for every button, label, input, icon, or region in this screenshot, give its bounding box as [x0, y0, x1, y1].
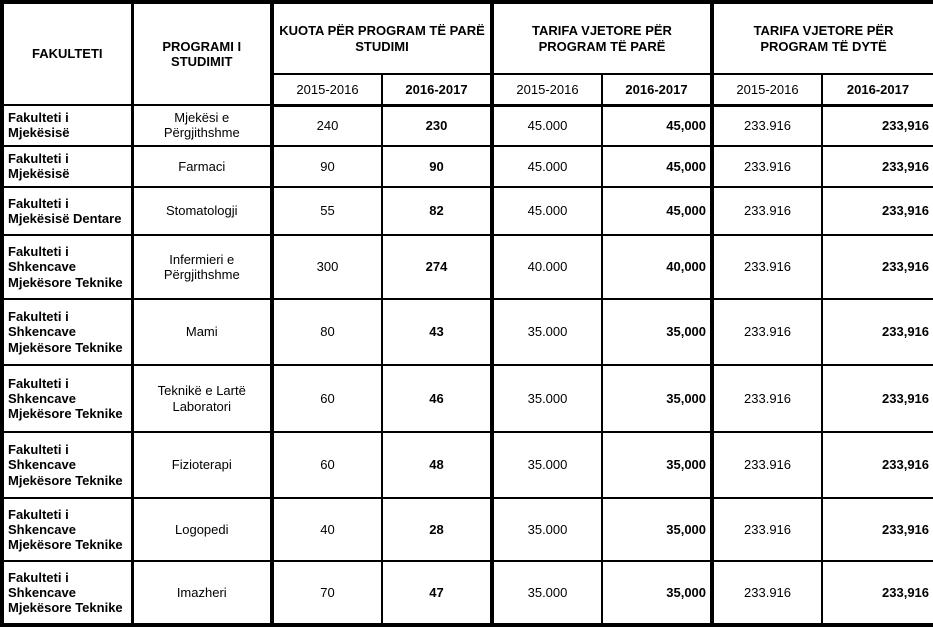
cell-programi: Mjekësi e Përgjithshme: [132, 105, 272, 146]
header-tarifa-dyte-year-2015: 2015-2016: [712, 74, 822, 105]
cell-programi: Infermieri e Përgjithshme: [132, 235, 272, 299]
cell-kuota-2015: 55: [272, 187, 382, 235]
cell-tarifa-pare-2015: 35.000: [492, 299, 602, 365]
cell-tarifa-pare-2016: 35,000: [602, 498, 712, 561]
cell-tarifa-dyte-2015: 233.916: [712, 498, 822, 561]
cell-tarifa-dyte-2016: 233,916: [822, 235, 933, 299]
cell-tarifa-pare-2016: 35,000: [602, 432, 712, 498]
cell-kuota-2015: 240: [272, 105, 382, 146]
cell-kuota-2015: 60: [272, 365, 382, 432]
cell-fakulteti: Fakulteti i Mjekësisë: [2, 146, 132, 187]
header-programi: PROGRAMI I STUDIMIT: [132, 2, 272, 105]
header-tarifa-pare-group: TARIFA VJETORE PËR PROGRAM TË PARË: [492, 2, 712, 74]
cell-kuota-2015: 60: [272, 432, 382, 498]
cell-tarifa-dyte-2015: 233.916: [712, 187, 822, 235]
table-row: [2, 299, 933, 365]
table-row: [2, 146, 933, 187]
header-fakulteti: FAKULTETI: [2, 2, 132, 105]
cell-tarifa-pare-2015: 45.000: [492, 146, 602, 187]
cell-programi: Farmaci: [132, 146, 272, 187]
header-tarifa-pare-year-2015: 2015-2016: [492, 74, 602, 105]
cell-fakulteti: Fakulteti i Mjekësisë Dentare: [2, 187, 132, 235]
cell-programi: Mami: [132, 299, 272, 365]
header-kuota-year-2016: 2016-2017: [382, 74, 492, 105]
cell-kuota-2016: 46: [382, 365, 492, 432]
cell-kuota-2015: 70: [272, 561, 382, 625]
cell-tarifa-dyte-2016: 233,916: [822, 187, 933, 235]
cell-fakulteti: Fakulteti i Mjekësisë: [2, 105, 132, 146]
table-row: [2, 235, 933, 299]
cell-kuota-2016: 48: [382, 432, 492, 498]
cell-tarifa-pare-2015: 40.000: [492, 235, 602, 299]
table-row: [2, 498, 933, 561]
table-row: [2, 561, 933, 625]
cell-tarifa-pare-2015: 35.000: [492, 365, 602, 432]
cell-programi: Logopedi: [132, 498, 272, 561]
cell-tarifa-dyte-2016: 233,916: [822, 561, 933, 625]
cell-tarifa-pare-2015: 45.000: [492, 105, 602, 146]
cell-kuota-2015: 90: [272, 146, 382, 187]
cell-tarifa-dyte-2016: 233,916: [822, 432, 933, 498]
cell-tarifa-pare-2016: 45,000: [602, 187, 712, 235]
cell-tarifa-pare-2016: 35,000: [602, 299, 712, 365]
cell-tarifa-dyte-2016: 233,916: [822, 299, 933, 365]
cell-kuota-2016: 230: [382, 105, 492, 146]
cell-kuota-2016: 274: [382, 235, 492, 299]
cell-tarifa-dyte-2015: 233.916: [712, 561, 822, 625]
cell-programi: Fizioterapi: [132, 432, 272, 498]
cell-tarifa-pare-2015: 35.000: [492, 432, 602, 498]
cell-tarifa-pare-2016: 45,000: [602, 146, 712, 187]
cell-tarifa-pare-2015: 35.000: [492, 561, 602, 625]
cell-kuota-2016: 43: [382, 299, 492, 365]
cell-kuota-2016: 47: [382, 561, 492, 625]
cell-tarifa-dyte-2015: 233.916: [712, 235, 822, 299]
cell-tarifa-dyte-2016: 233,916: [822, 146, 933, 187]
cell-tarifa-pare-2016: 35,000: [602, 365, 712, 432]
cell-programi: Imazheri: [132, 561, 272, 625]
table-row: [2, 365, 933, 432]
cell-fakulteti: Fakulteti i Shkencave Mjekësore Teknike: [2, 365, 132, 432]
cell-kuota-2016: 28: [382, 498, 492, 561]
header-kuota-group: KUOTA PËR PROGRAM TË PARË STUDIMI: [272, 2, 492, 74]
cell-tarifa-pare-2015: 35.000: [492, 498, 602, 561]
cell-kuota-2015: 40: [272, 498, 382, 561]
cell-tarifa-dyte-2016: 233,916: [822, 105, 933, 146]
cell-tarifa-dyte-2016: 233,916: [822, 365, 933, 432]
cell-tarifa-pare-2016: 45,000: [602, 105, 712, 146]
cell-kuota-2016: 90: [382, 146, 492, 187]
cell-fakulteti: Fakulteti i Shkencave Mjekësore Teknike: [2, 235, 132, 299]
cell-fakulteti: Fakulteti i Shkencave Mjekësore Teknike: [2, 299, 132, 365]
cell-tarifa-pare-2016: 40,000: [602, 235, 712, 299]
cell-tarifa-dyte-2015: 233.916: [712, 365, 822, 432]
header-tarifa-dyte-group: TARIFA VJETORE PËR PROGRAM TË DYTË: [712, 2, 933, 74]
header-row-groups: [2, 2, 933, 74]
cell-fakulteti: Fakulteti i Shkencave Mjekësore Teknike: [2, 432, 132, 498]
table-row: [2, 432, 933, 498]
cell-tarifa-dyte-2015: 233.916: [712, 432, 822, 498]
table-row: [2, 105, 933, 146]
header-tarifa-dyte-year-2016: 2016-2017: [822, 74, 933, 105]
cell-kuota-2015: 300: [272, 235, 382, 299]
cell-fakulteti: Fakulteti i Shkencave Mjekësore Teknike: [2, 498, 132, 561]
table-row: [2, 187, 933, 235]
cell-tarifa-dyte-2015: 233.916: [712, 299, 822, 365]
cell-tarifa-pare-2015: 45.000: [492, 187, 602, 235]
cell-kuota-2015: 80: [272, 299, 382, 365]
cell-tarifa-dyte-2015: 233.916: [712, 146, 822, 187]
cell-programi: Teknikë e Lartë Laboratori: [132, 365, 272, 432]
cell-tarifa-dyte-2015: 233.916: [712, 105, 822, 146]
cell-tarifa-pare-2016: 35,000: [602, 561, 712, 625]
header-kuota-year-2015: 2015-2016: [272, 74, 382, 105]
cell-tarifa-dyte-2016: 233,916: [822, 498, 933, 561]
cell-programi: Stomatologji: [132, 187, 272, 235]
header-tarifa-pare-year-2016: 2016-2017: [602, 74, 712, 105]
cell-kuota-2016: 82: [382, 187, 492, 235]
cell-fakulteti: Fakulteti i Shkencave Mjekësore Teknike: [2, 561, 132, 625]
